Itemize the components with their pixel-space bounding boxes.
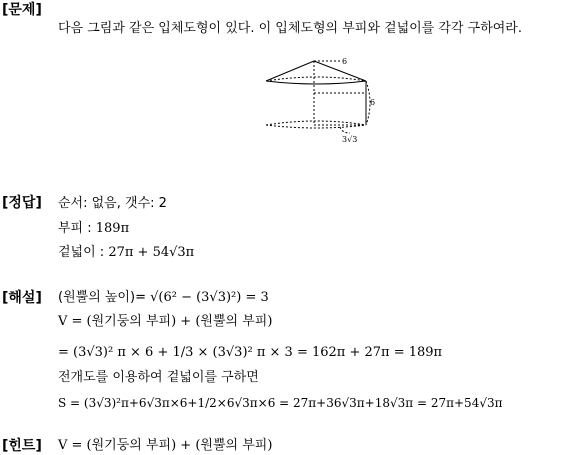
label-slant: 6 [342,57,348,66]
solution-line2: V = (원기둥의 부피) + (원뿔의 부피) [58,314,273,329]
problem-text: 다음 그림과 같은 입체도형이 있다. 이 입체도형의 부피와 겉넓이를 각각 구하여라. [58,21,523,36]
problem-heading: [문제] [2,2,42,18]
solution-line5: S = (3√3)²π+6√3π×6+1/2×6√3π×6 = 27π+36√3π+18√3π = 27π+54√3π [58,396,503,410]
cone-slant-right [314,61,366,81]
solution-line4: 전개도를 이용하여 겉넓이를 구하면 [58,370,259,385]
answer-line1: 순서: 없음, 갯수: 2 [58,196,167,211]
cone-height-label: (원뿔의 높이)= [58,290,151,305]
solution-line3: = (3√3)² π × 6 + 1/3 × (3√3)² π × 3 = 162π + 27π = 189π [58,345,443,360]
answer-area [58,245,194,261]
label-height: 6 [370,98,376,107]
volume-label: 부피 : [58,221,96,236]
solution-line1 [58,290,269,306]
answer-heading: [정답] [2,195,42,211]
label-radius: 3√3 [342,135,358,144]
top-ellipse-front [266,81,366,84]
top-ellipse-back [266,77,366,81]
answer-volume [58,221,129,237]
bottom-ellipse-back [266,121,366,125]
hint-heading: [힌트] [2,438,42,454]
area-label: 겉넓이 : [58,245,109,260]
area-value: 27π + 54√3π [108,245,195,260]
hint-text: V = (원기둥의 부피) + (원뿔의 부피) [58,438,273,453]
solution-heading: [해설] [2,290,42,306]
cone-height-expr: √(6² − (3√3)²) = 3 [150,290,269,305]
volume-value: 189π [95,221,130,236]
radius-brace [340,127,350,133]
solid-figure [262,55,382,151]
